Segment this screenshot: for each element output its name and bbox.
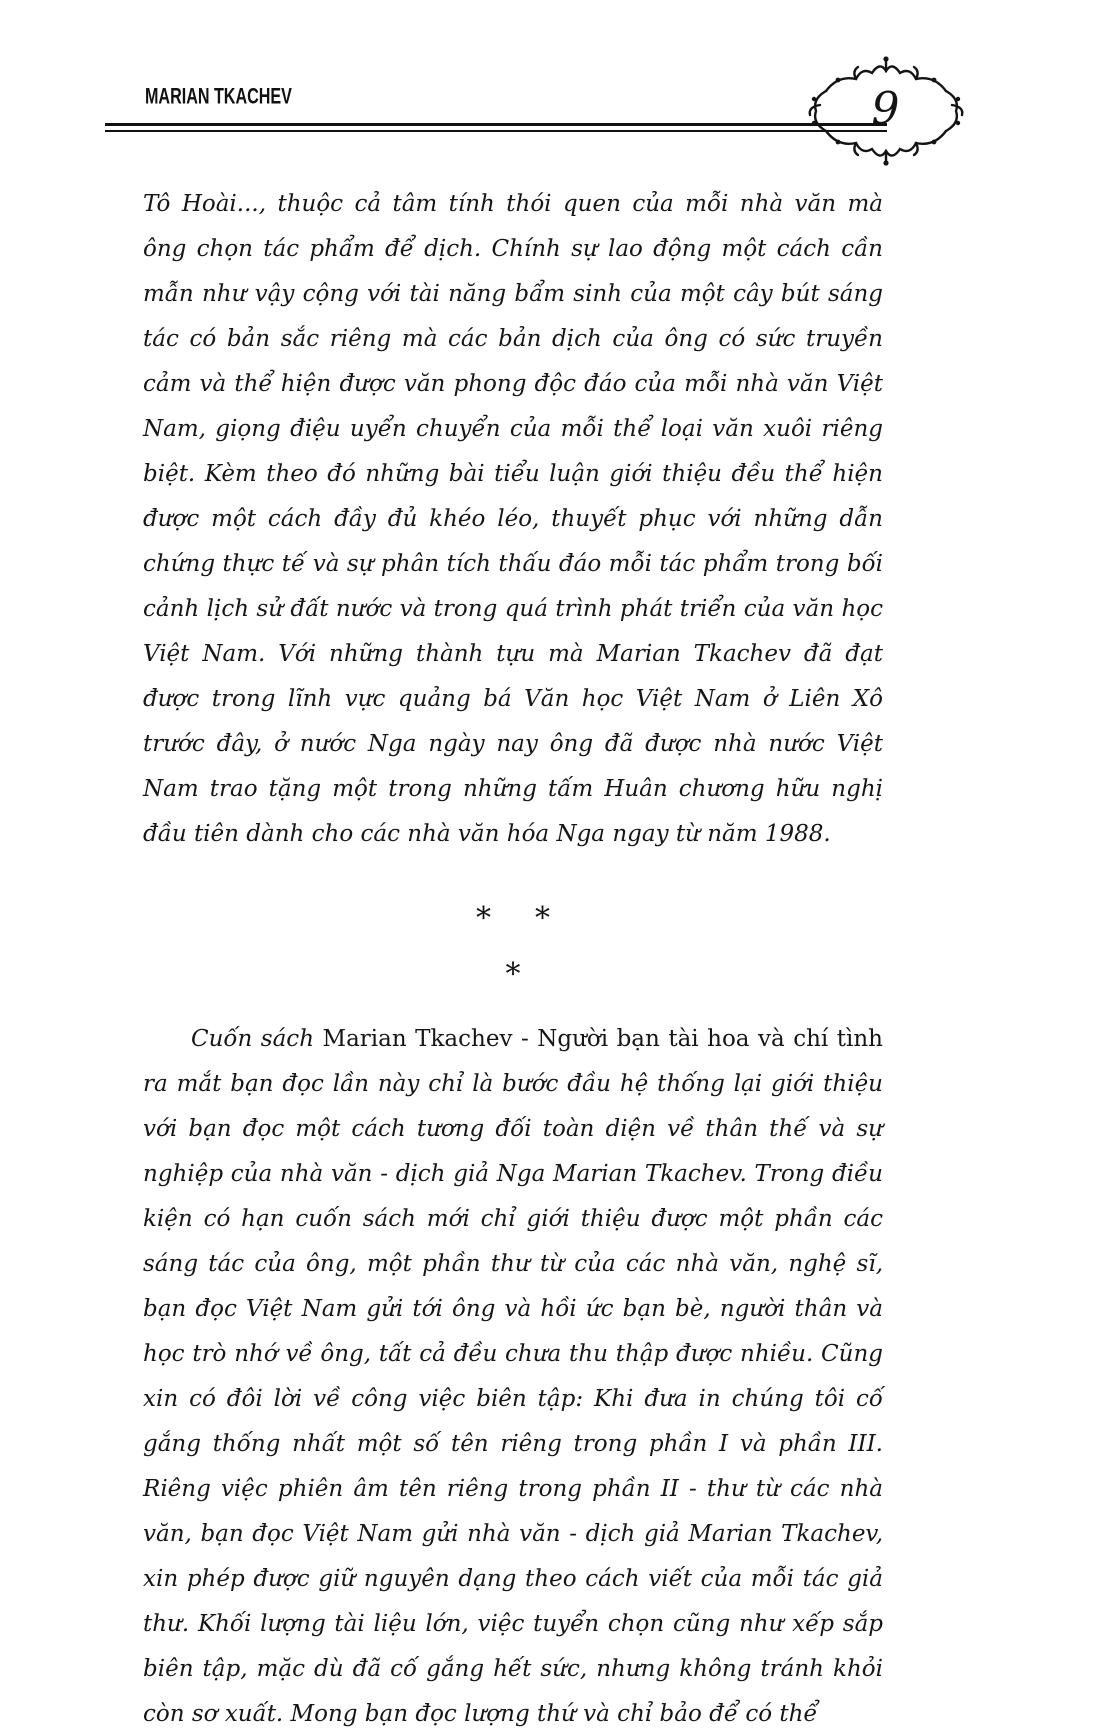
paragraph-lead-text: Cuốn sách [191,1026,323,1052]
header-double-rule [105,123,887,132]
running-header-title: MARIAN TKACHEV [145,83,292,109]
separator-star: * [535,901,550,936]
paragraph-rest-text: ra mắt bạn đọc lần này chỉ là bước đầu hệ thống lại giới thiệu với bạn đọc một cách tương đối toàn diện về thân thế và sự nghiệp của nhà văn - dịch giả Nga Marian Tkachev. Trong điều kiện có hạn cuốn sách mới chỉ giới thiệu được một phần các sáng tác của ông, một phần thư từ của các nhà văn, nghệ sĩ, bạn đọc Việt Nam gửi tới ông và hồi ức bạn bè, người thân và học trò nhớ về ông, tất cả đều chưa thu thập được nhiều. Cũng xin có đôi lời về công việc biên tập: Khi đưa in chúng tôi cố gắng thống nhất một số tên riêng trong phần I và phần III. Riêng việc phiên âm tên riêng trong phần II - thư từ các nhà văn, bạn đọc Việt Nam gửi nhà văn - dịch giả Marian Tkachev, xin phép được giữ nguyên dạng theo cách viết của mỗi tác giả thư. Khối lượng tài liệu lớn, việc tuyển chọn cũng như xếp sắp biên tập, mặc dù đã cố gắng hết sức, nhưng không tránh khỏi còn sơ xuất. Mong bạn đọc lượng thứ và chỉ bảo để có thể [143,1071,883,1727]
separator-row-top [143,891,883,947]
section-separator [143,891,883,1003]
separator-star: * [476,901,491,936]
page-number-ornament [798,55,973,167]
paragraph-continuation: Tô Hoài..., thuộc cả tâm tính thói quen của mỗi nhà văn mà ông chọn tác phẩm để dịch. Chính sự lao động một cách cần mẫn như vậy cộng với tài năng bẩm sinh của một cây bút sáng tác có bản sắc riêng mà các bản dịch của ông có sức truyền cảm và thể hiện được văn phong độc đáo của mỗi nhà văn Việt Nam, giọng điệu uyển chuyển của mỗi thể loại văn xuôi riêng biệt. Kèm theo đó những bài tiểu luận giới thiệu đều thể hiện được một cách đầy đủ khéo léo, thuyết phục với những dẫn chứng thực tế và sự phân tích thấu đáo mỗi tác phẩm trong bối cảnh lịch sử đất nước và trong quá trình phát triển của văn học Việt Nam. Với những thành tựu mà Marian Tkachev đã đạt được trong lĩnh vực quảng bá Văn học Việt Nam ở Liên Xô trước đây, ở nước Nga ngày nay ông đã được nhà nước Việt Nam trao tặng một trong những tấm Huân chương hữu nghị đầu tiên dành cho các nhà văn hóa Nga ngay từ năm 1988. [143,191,883,847]
separator-row-bottom [143,947,883,1003]
paragraph-editorial-note [143,1017,883,1733]
separator-star: * [505,957,521,992]
page-body [143,182,883,1733]
book-title-text: Marian Tkachev - Người bạn tài hoa và chí tình [322,1026,883,1052]
page-number: 9 [871,83,900,135]
